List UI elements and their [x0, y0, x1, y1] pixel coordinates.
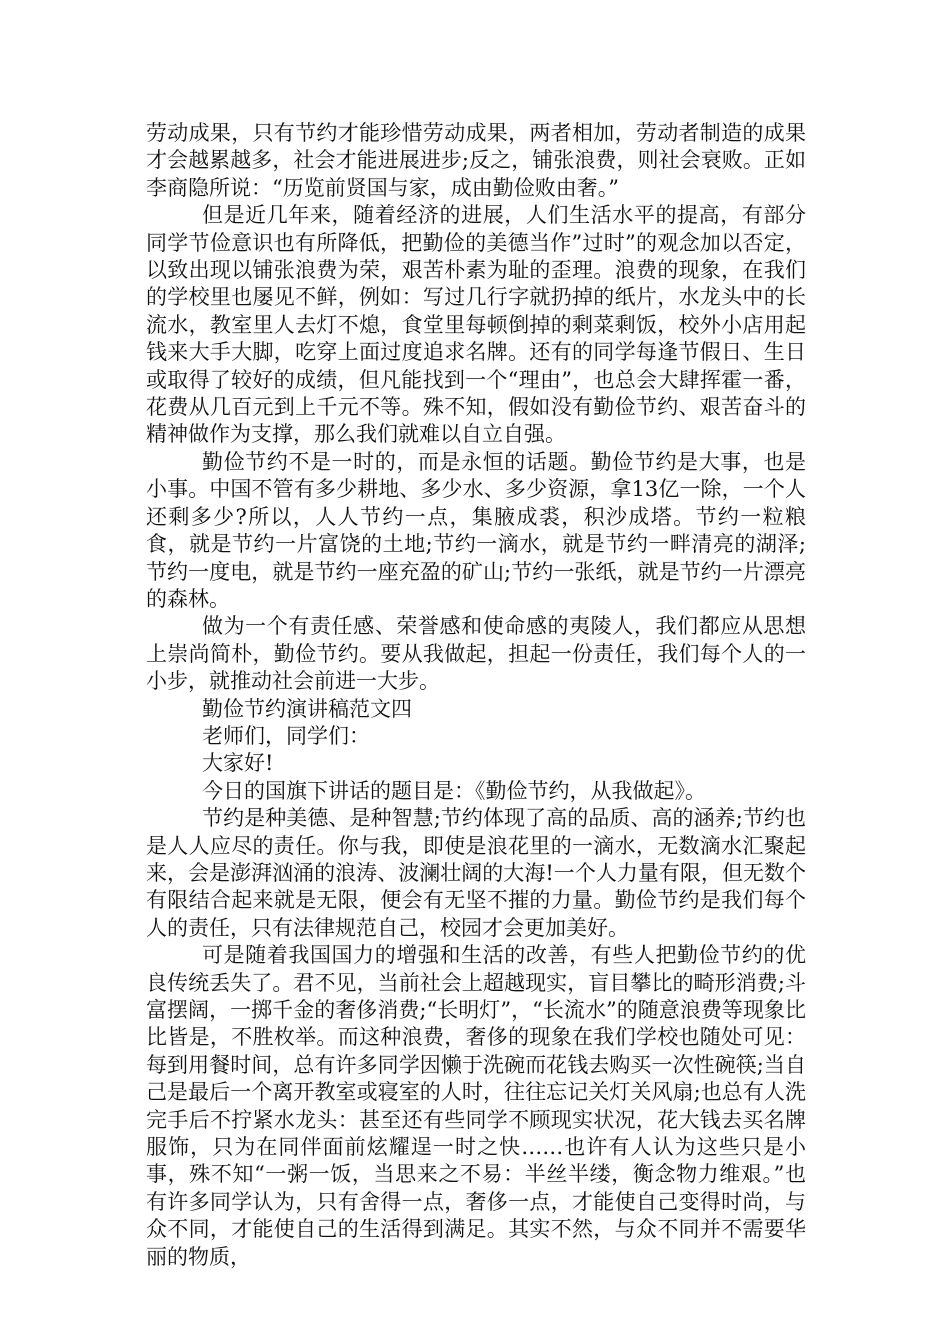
paragraph: 但是近几年来，随着经济的进展，人们生活水平的提高，有部分同学节俭意识也有所降低，把勤俭的美德当作”过时”的观念加以否定，以致出现以铺张浪费为荣，艰苦朴素为耻的歪理。浪费的现象，在我们的学校里也屡见不鲜，例如：写过几行字就扔掉的纸片，水龙头中的长流水，教室里人去灯不熄，食堂里每顿倒掉的剩菜剩饭，校外小店用起钱来大手大脚，吃穿上面过度追求名牌。还有的同学每逢节假日、生日或取得了较好的成绩，但凡能找到一个“理由”，也总会大肆挥霍一番，花费从几百元到上千元不等。殊不知，假如没有勤俭节约、艰苦奋斗的精神做作为支撑，那么我们就难以自立自强。: [146, 203, 806, 447]
section-title: 勤俭节约演讲稿范文四: [202, 696, 412, 721]
greeting: 大家好!: [202, 751, 274, 776]
paragraph: 节约是种美德、是种智慧;节约体现了高的品质、高的涵养;节约也是人人应尽的责任。你与我，即使是浪花里的一滴水，无数滴水汇聚起来，会是澎湃汹涌的浪涛、波澜壮阔的大海!一个人力量有限，但无数个有限结合起来就是无限，便会有无坚不摧的力量。勤俭节约是我们每个人的责任，只有法律规范自己，校园才会更加美好。: [146, 806, 806, 940]
document-body: [146, 120, 806, 1271]
paragraph-continuation: 劳动成果，只有节约才能珍惜劳动成果，两者相加，劳动者制造的成果才会越累越多，社会才能进展进步;反之，铺张浪费，则社会衰败。正如李商隐所说：“历览前贤国与家，成由勤俭败由奢。”: [146, 121, 806, 200]
paragraph: 勤俭节约不是一时的，而是永恒的话题。勤俭节约是大事，也是小事。中国不管有多少耕地、多少水、多少资源，拿13亿一除，一个人还剩多少?所以，人人节约一点，集腋成裘，积沙成塔。节约一粒粮食，就是节约一片富饶的土地;节约一滴水，就是节约一畔清亮的湖泽;节约一度电，就是节约一座充盈的矿山;节约一张纸，就是节约一片漂亮的森林。: [146, 449, 806, 611]
salutation: 老师们，同学们：: [202, 723, 370, 748]
paragraph: 可是随着我国国力的增强和生活的改善，有些人把勤俭节约的优良传统丢失了。君不见，当前社会上超越现实，盲目攀比的畸形消费;斗富摆阔，一掷千金的奢侈消费;“长明灯”，“长流水”的随意浪费等现象比比皆是，不胜枚举。而这种浪费，奢侈的现象在我们学校也随处可见：每到用餐时间，总有许多同学因懒于洗碗而花钱去购买一次性碗筷;当自己是最后一个离开教室或寝室的人时，往往忘记关灯关风扇;也总有人洗完手后不拧紧水龙头：甚至还有些同学不顾现实状况，花大钱去买名牌服饰，只为在同伴面前炫耀逞一时之快……也许有人认为这些只是小事，殊不知“一粥一饭，当思来之不易：半丝半缕，衡念物力维艰。”也有许多同学认为，只有舍得一点，奢侈一点，才能使自己变得时尚，与众不同，才能使自己的生活得到满足。其实不然，与众不同并不需要华丽的物质，: [146, 943, 806, 1269]
paragraph: 做为一个有责任感、荣誉感和使命感的夷陵人，我们都应从思想上崇尚简朴，勤俭节约。要从我做起，担起一份责任，我们每个人的一小步，就推动社会前进一大步。: [146, 614, 806, 694]
speech-topic: 今日的国旗下讲话的题目是：《勤俭节约，从我做起》。: [202, 778, 706, 803]
